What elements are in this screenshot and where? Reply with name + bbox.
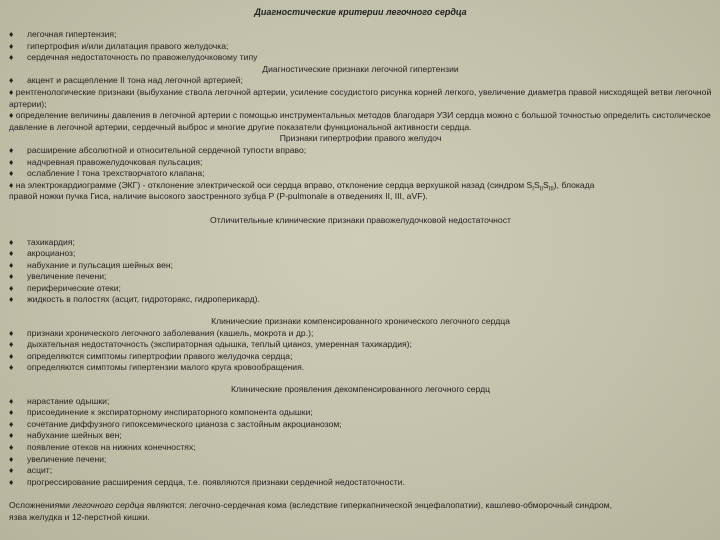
compensated-heading: Клинические признаки компенсированного хронического легочного сердца (211, 316, 510, 327)
complications-continued: язва желудка и 12-перстной кишки. (9, 511, 150, 522)
list-item: ♦ увеличение печени; (9, 271, 107, 282)
bullet-icon: ♦ (9, 350, 14, 361)
bullet-icon: ♦ (9, 179, 14, 190)
list-item: ♦ жидкость в полостях (асцит, гидроторакс, гидроперикард). (9, 294, 260, 305)
hypertension-heading: Диагностические признаки легочной гипертензии (262, 63, 459, 74)
bullet-icon: ♦ (9, 407, 14, 418)
bullet-icon: ♦ (9, 418, 14, 429)
list-item: ♦ набухание шейных вен; (9, 430, 122, 441)
list-item: ♦ определяются симптомы гипертензии малого круга кровообращения. (9, 362, 305, 373)
bullet-icon: ♦ (9, 40, 14, 51)
list-item: ♦ сердечная недостаточность по правожелудочковому типу (9, 52, 258, 63)
hypertrophy-heading: Признаки гипертрофии правого желудоч (279, 133, 442, 144)
insufficiency-list (9, 237, 712, 307)
bullet-icon: ♦ (9, 476, 14, 487)
bullet-icon: ♦ (9, 395, 14, 406)
list-item: ♦ расширение абсолютной и относительной сердечной тупости вправо; (9, 144, 307, 155)
criteria-list (9, 29, 712, 64)
list-item: ♦ рентгенологические признаки (выбухание ствола легочной артерии, усиление сосудистого рисунка корней легкого, увеличение диаметра правой нисходящей ветви легочной артерии); (9, 86, 712, 109)
bullet-icon: ♦ (9, 442, 14, 452)
bullet-icon: ♦ (9, 339, 14, 350)
bullet-icon: ♦ (9, 236, 14, 247)
bullet-icon: ♦ (9, 144, 14, 155)
list-item: ♦ прогрессирование расширения сердца, т.е. появляются признаки сердечной недостаточности. (9, 476, 405, 487)
list-item: ♦ дыхательная недостаточность (экспираторная одышка, теплый цианоз, умеренная тахикардия); (9, 339, 412, 350)
list-item: ♦ нарастание одышки; (9, 395, 110, 406)
insufficiency-heading: Отличительные клинические признаки правожелудочковой недостаточност (210, 214, 511, 225)
ecg-item: ♦ на электрокардиограмме (ЭКГ) - отклонение электрической оси сердца вправо, отклонение сердца верхушкой назад (синдром $S_IS_{II}S_{III}$), блокада (9, 179, 595, 192)
bullet-icon: ♦ (9, 110, 14, 121)
bullet-icon: ♦ (9, 75, 14, 86)
list-item: ♦ увеличение печени; (9, 453, 107, 464)
bullet-icon: ♦ (9, 29, 14, 39)
bullet-icon: ♦ (9, 86, 14, 97)
list-item: ♦ надчревная правожелудочковая пульсация; (9, 156, 203, 167)
bullet-icon: ♦ (9, 156, 14, 167)
page-title: Диагностические критерии легочного сердца (254, 7, 467, 17)
decompensated-heading: Клинические проявления декомпенсированного легочного сердц (230, 384, 491, 395)
list-item: ♦ тахикардия; (9, 236, 75, 247)
bullet-icon: ♦ (9, 52, 14, 63)
list-item: ♦ периферические отеки; (9, 282, 121, 293)
bullet-icon: ♦ (9, 465, 14, 476)
list-item: ♦ легочная гипертензия; (9, 29, 117, 39)
list-item: ♦ сочетание диффузного гипоксемического цианоза с застойным акроцианозом; (9, 418, 342, 429)
list-item: ♦ гипертрофия и/или дилатация правого желудочка; (9, 40, 229, 51)
bullet-icon: ♦ (9, 248, 14, 259)
decompensated-list (9, 396, 712, 489)
ecg-item-continued: правой ножки пучка Гиса, наличие высокого заостренного зубца P (P-pulmonale в отведениях II, III, aVF). (9, 191, 428, 202)
bullet-icon: ♦ (9, 282, 14, 293)
compensated-list (9, 328, 712, 374)
list-item: ♦ признаки хронического легочного заболевания (кашель, мокрота и др.); (9, 327, 314, 338)
list-item: ♦ определение величины давления в легочной артерии с помощью инструментальных методов благодаря УЗИ сердца можно с большой точностью определить систолическое давление в легочной артерии, сердечный выброс и многие другие показатели функциональной активности сердца. (9, 110, 711, 132)
list-item: ♦ ослабление I тона трехстворчатого клапана; (9, 168, 205, 179)
bullet-icon: ♦ (9, 327, 14, 338)
bullet-icon: ♦ (9, 294, 14, 305)
bullet-icon: ♦ (9, 362, 14, 373)
list-item: ♦ набухание и пульсация шейных вен; (9, 259, 173, 270)
bullet-icon: ♦ (9, 453, 14, 464)
bullet-icon: ♦ (9, 259, 14, 270)
list-item: ♦ акцент и расщепление II тона над легочной артерией; (9, 75, 243, 86)
bullet-icon: ♦ (9, 430, 14, 441)
complications-paragraph: Осложнениями легочного сердца являются: легочно-сердечная кома (вследствие гиперкапнической энцефалопатии), кашлево-обморочный синдром, (9, 500, 612, 511)
list-item: ♦ определяются симптомы гипертрофии правого желудочка сердца; (9, 350, 293, 361)
list-item: ♦ появление отеков на нижних конечностях; (9, 442, 196, 452)
bullet-icon: ♦ (9, 271, 14, 282)
list-item: ♦ присоединение к экспираторному инспираторного компонента одышки; (9, 407, 313, 418)
list-item: ♦ акроцианоз; (9, 248, 76, 259)
bullet-icon: ♦ (9, 168, 14, 179)
list-item: ♦ асцит; (9, 465, 53, 476)
